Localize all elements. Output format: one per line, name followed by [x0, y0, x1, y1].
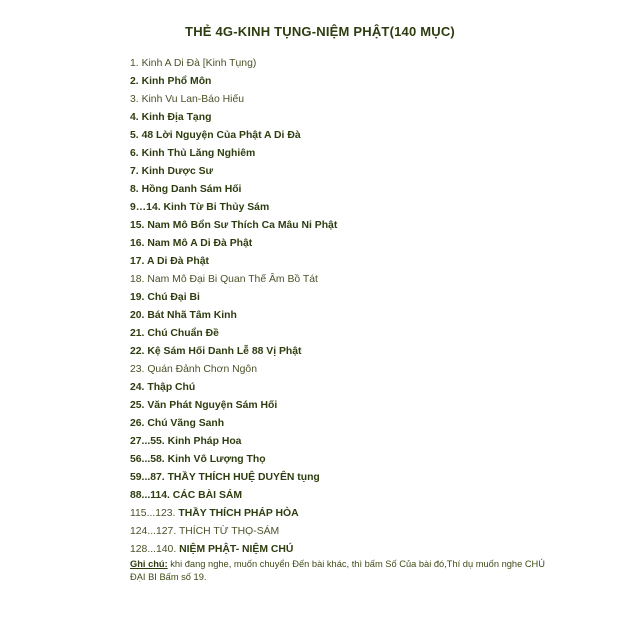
list-item	[130, 271, 600, 289]
list-item	[130, 55, 600, 73]
list-item-label: Kinh Vô Lượng Thọ	[167, 454, 266, 465]
list-item-number: 25.	[130, 400, 145, 411]
list-item-number: 5.	[130, 130, 139, 141]
list-item	[130, 361, 600, 379]
list-item	[130, 91, 600, 109]
list-item-number: 88...114.	[130, 490, 170, 501]
list-item-number: 24.	[130, 382, 145, 393]
list-item	[130, 325, 600, 343]
list-item	[130, 253, 600, 271]
list-item-number: 17.	[130, 256, 145, 267]
list-item	[130, 433, 600, 451]
list-item	[130, 343, 600, 361]
list-item-label: Kinh Vu Lan-Báo Hiếu	[141, 94, 244, 105]
list-item	[130, 451, 600, 469]
list-item-number: 22.	[130, 346, 145, 357]
list-item-number: 18.	[130, 274, 145, 285]
list-item-number: 4.	[130, 112, 139, 123]
list-item-label: Kinh Địa Tạng	[141, 112, 212, 123]
list-item-number: 56...58.	[130, 454, 165, 465]
list-item-label: Văn Phát Nguyện Sám Hối	[147, 400, 278, 411]
list-item	[130, 487, 600, 505]
item-list	[130, 55, 600, 559]
list-item-label: Quán Đảnh Chơn Ngôn	[147, 364, 257, 375]
note-text: khi đang nghe, muốn chuyển Đến bài khác, thì bấm Số Của bài đó,Thí dụ muốn nghe CHÚ ĐẠI BI Bấm số 19.	[130, 559, 545, 582]
list-item	[130, 505, 600, 523]
list-item-label: Kinh Pháp Hoa	[167, 436, 242, 447]
list-item	[130, 397, 600, 415]
list-item	[130, 523, 600, 541]
list-item-label: Chú Vãng Sanh	[147, 418, 225, 429]
list-item-label: Nam Mô A Di Đà Phật	[147, 238, 253, 249]
list-item	[130, 199, 600, 217]
list-item-label: NIỆM PHẬT- NIỆM CHÚ	[179, 544, 294, 555]
list-item-number: 21.	[130, 328, 145, 339]
list-item	[130, 73, 600, 91]
list-item-label: Bát Nhã Tâm Kinh	[147, 310, 237, 321]
list-item-label: THẦY THÍCH HUỆ DUYÊN tụng	[167, 472, 320, 483]
list-item-label: Nam Mô Bổn Sư Thích Ca Mâu Ni Phật	[147, 220, 338, 231]
list-item-label: Hồng Danh Sám Hối	[141, 184, 242, 195]
list-item	[130, 163, 600, 181]
list-item	[130, 289, 600, 307]
list-item	[130, 181, 600, 199]
list-item	[130, 127, 600, 145]
list-item-label: 48 Lời Nguyện Của Phật A Di Đà	[141, 130, 301, 141]
list-item	[130, 541, 600, 559]
list-item-number: 9…14.	[130, 202, 161, 213]
list-item	[130, 307, 600, 325]
list-item-number: 128...140.	[130, 544, 177, 555]
list-item-label: CÁC BÀI SÁM	[172, 490, 243, 501]
list-item	[130, 379, 600, 397]
list-item-label: Chú Đại Bi	[147, 292, 200, 303]
list-item-number: 6.	[130, 148, 139, 159]
list-item-label: Kinh A Di Đà [Kinh Tụng)	[141, 58, 257, 69]
list-item-number: 20.	[130, 310, 145, 321]
list-item-label: Kinh Phổ Môn	[141, 76, 212, 87]
list-item-number: 1.	[130, 58, 139, 69]
list-item	[130, 145, 600, 163]
list-item	[130, 235, 600, 253]
list-item-label: Thập Chú	[147, 382, 196, 393]
list-item-label: Kinh Dược Sư	[141, 166, 214, 177]
list-item-label: A Di Đà Phật	[146, 256, 209, 267]
note-label: Ghi chú:	[130, 559, 168, 569]
list-item-label: Nam Mô Đại Bi Quan Thế Âm Bồ Tát	[147, 274, 318, 285]
list-item-label: Kinh Thủ Lăng Nghiêm	[141, 148, 256, 159]
list-item-label: THẦY THÍCH PHÁP HÒA	[178, 508, 299, 519]
list-item-label: Chú Chuẩn Đề	[147, 328, 219, 339]
list-item	[130, 469, 600, 487]
list-item-label: Kệ Sám Hối Danh Lễ 88 Vị Phật	[147, 346, 302, 357]
list-item	[130, 109, 600, 127]
list-item-number: 15.	[130, 220, 145, 231]
list-item-number: 2.	[130, 76, 139, 87]
list-item-number: 23.	[130, 364, 145, 375]
page-title: THẺ 4G-KINH TỤNG-NIỆM PHẬT(140 MỤC)	[185, 24, 455, 39]
list-item-number: 124...127.	[130, 526, 177, 537]
list-item-number: 59...87.	[130, 472, 165, 483]
list-item-number: 26.	[130, 418, 145, 429]
list-item-number: 8.	[130, 184, 139, 195]
list-item-number: 7.	[130, 166, 139, 177]
list-item	[130, 217, 600, 235]
list-item-number: 19.	[130, 292, 145, 303]
list-item-label: Kinh Từ Bi Thủy Sám	[163, 202, 270, 213]
list-item-number: 16.	[130, 238, 145, 249]
list-item-number: 3.	[130, 94, 139, 105]
list-item	[130, 415, 600, 433]
note	[130, 558, 550, 583]
list-item-number: 27...55.	[130, 436, 165, 447]
list-item-number: 115...123.	[130, 508, 176, 519]
list-item-label: THÍCH TỪ THỌ-SÁM	[178, 526, 280, 537]
